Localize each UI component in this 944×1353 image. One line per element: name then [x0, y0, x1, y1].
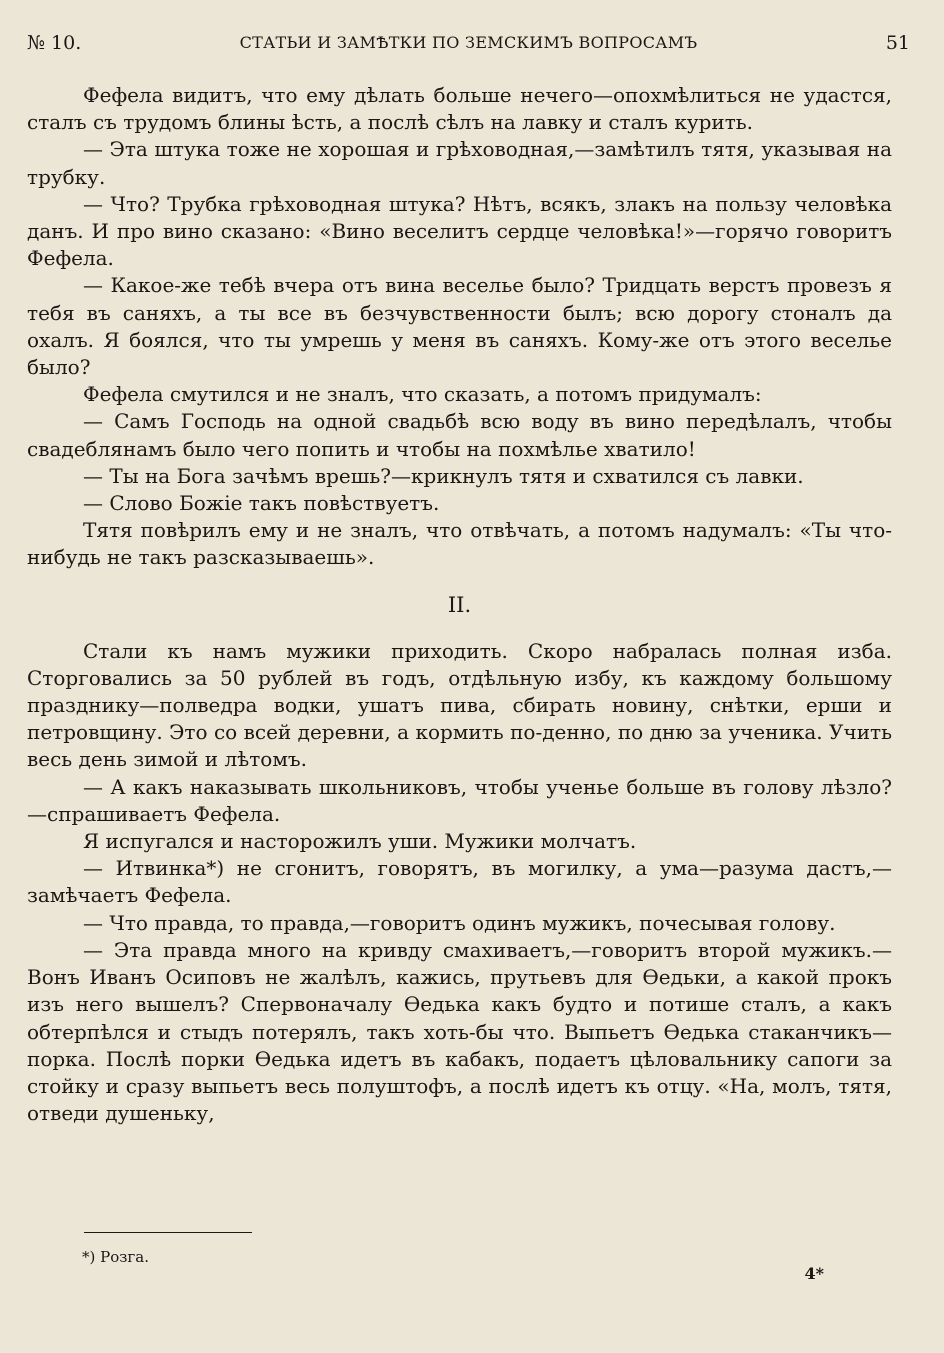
text-part-1: [27, 82, 892, 572]
paragraph: Тятя повѣрилъ ему и не зналъ, что отвѣчать, а потомъ надумалъ: «Ты что-нибудь не такъ разсказываешь».: [27, 518, 892, 570]
issue-number: № 10.: [27, 32, 82, 54]
footnote-rule: [84, 1232, 252, 1233]
paragraph: Фефела смутился и не зналъ, что сказать, а потомъ придумалъ:: [83, 382, 762, 407]
page-number: 51: [885, 32, 910, 54]
paragraph: — А какъ наказывать школьниковъ, чтобы ученье больше въ голову лѣзло?—спрашиваетъ Фефела.: [27, 774, 892, 826]
paragraph: — Эта правда много на кривду смахиваетъ,—говоритъ второй мужикъ.—Вонъ Иванъ Осиповъ не жалѣлъ, кажись, прутьевъ для Ѳедьки, а какой прокъ изъ него вышелъ? Спервоначалу Ѳедька какъ будто и потише сталъ, а какъ обтерпѣлся и стыдъ потерялъ, такъ хоть-бы что. Выпьетъ Ѳедька стаканчикъ—порка. Послѣ порки Ѳедька идетъ въ кабакъ, подаетъ цѣловальнику сапоги за стойку и сразу выпьетъ весь полуштофъ, а послѣ идетъ къ отцу. «На, молъ, тятя, отведи душеньку,: [27, 937, 892, 1126]
paragraph: Стали къ намъ мужики приходить. Скоро набралась полная изба. Сторговались за 50 рублей въ годъ, отдѣльную избу, къ каждому большому празднику—полведра водки, ушатъ пива, сбирать новину, снѣтки, ерши и петровщину. Это со всей деревни, а кормить по-денно, по дню за ученика. Учить весь день зимой и лѣтомъ.: [27, 638, 892, 772]
paragraph: — Ты на Бога зачѣмъ врешь?—крикнулъ тятя и схватился съ лавки.: [83, 463, 804, 488]
body-text: [27, 82, 892, 1127]
paragraph: — Что? Трубка грѣховодная штука? Нѣтъ, всякъ, злакъ на пользу человѣка данъ. И про вино сказано: «Вино веселитъ сердце человѣка!»—горячо говоритъ Фефела.: [27, 191, 892, 271]
page-header: [27, 28, 910, 58]
footnote: *) Розга.: [82, 1248, 149, 1266]
paragraph: — Итвинка*) не сгонитъ, говорятъ, въ могилку, а ума—разума дастъ,—замѣчаетъ Фефела.: [27, 856, 892, 908]
paragraph: — Эта штука тоже не хорошая и грѣховодная,—замѣтилъ тятя, указывая на трубку.: [27, 137, 892, 189]
paragraph: Фефела видитъ, что ему дѣлать больше нечего—опохмѣлиться не удастся, сталъ съ трудомъ блины ѣсть, а послѣ сѣлъ на лавку и сталъ курить.: [27, 83, 892, 135]
paragraph: — Какое-же тебѣ вчера отъ вина веселье было? Тридцать верстъ провезъ я тебя въ саняхъ, а ты все въ безчувственности былъ; всю дорогу стоналъ да охалъ. Я боялся, что ты умрешь у меня въ саняхъ. Кому-же отъ этого веселье было?: [27, 273, 892, 380]
section-heading: II.: [447, 592, 472, 617]
signature-mark: 4*: [804, 1264, 824, 1283]
text-part-2: [27, 638, 892, 1128]
running-title: СТАТЬИ И ЗАМѢТКИ ПО ЗЕМСКИМЪ ВОПРОСАМЪ: [239, 33, 698, 52]
paragraph: — Самъ Господь на одной свадьбѣ всю воду въ вино передѣлалъ, чтобы свадеблянамъ было чего попить и чтобы на похмѣлье хватило!: [27, 409, 892, 461]
paragraph: — Что правда, то правда,—говоритъ одинъ мужикъ, почесывая голову.: [83, 910, 836, 935]
paragraph: Я испугался и насторожилъ уши. Мужики молчатъ.: [83, 829, 637, 854]
paragraph: — Слово Божіе такъ повѣствуетъ.: [83, 491, 440, 516]
